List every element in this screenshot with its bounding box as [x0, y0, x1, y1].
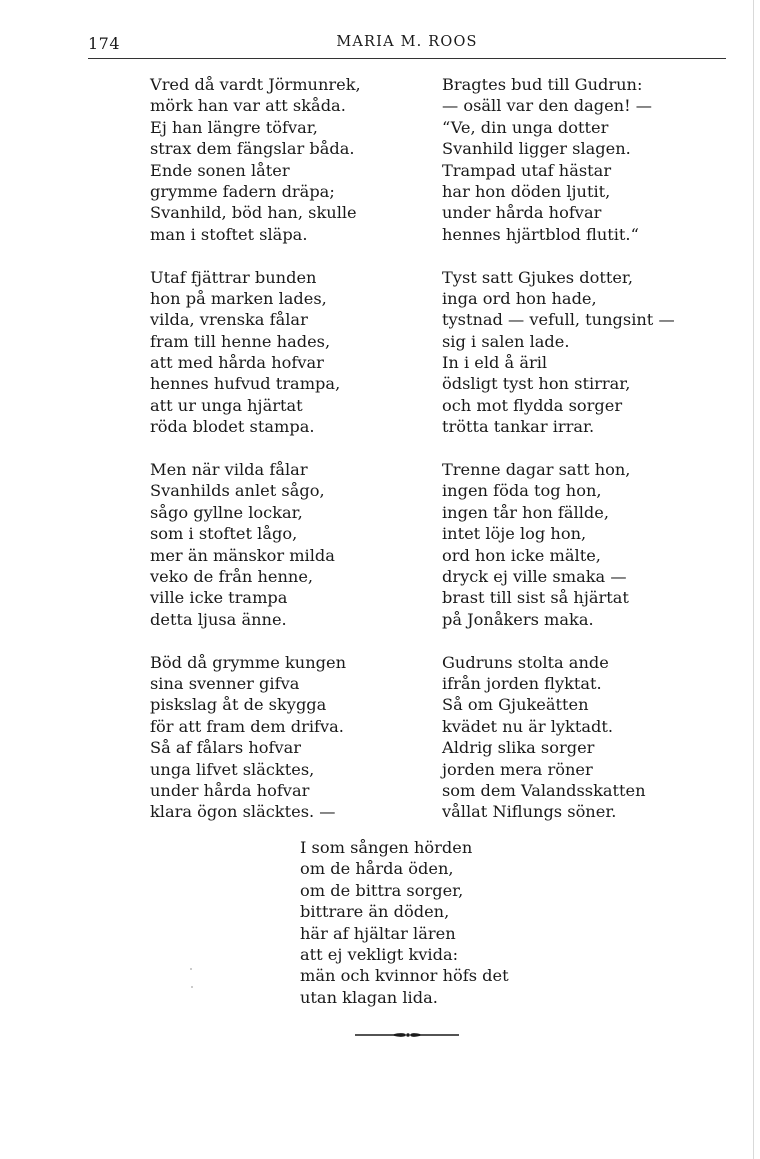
- stanza: [442, 652, 675, 823]
- ornament-icon: [353, 1028, 461, 1042]
- stanza: [150, 267, 361, 438]
- verse-line: hennes hjärtblod flutit.“: [442, 224, 639, 244]
- verse-line: röda blodet stampa.: [150, 417, 315, 437]
- verse-line: här af hjältar lären: [300, 923, 456, 943]
- verse-line: Svanhild ligger slagen.: [442, 139, 631, 159]
- left-column: [150, 74, 361, 844]
- verse-line: fram till henne hades,: [150, 331, 331, 351]
- verse-line: sina svenner gifva: [150, 673, 300, 693]
- verse-line: sig i salen lade.: [442, 331, 570, 351]
- verse-line: strax dem fängslar båda.: [150, 139, 355, 159]
- verse-line: brast till sist så hjärtat: [442, 588, 629, 608]
- verse-line: för att fram dem drifva.: [150, 716, 344, 736]
- verse-line: hennes hufvud trampa,: [150, 374, 341, 394]
- verse-line: ville icke trampa: [150, 588, 288, 608]
- verse-line: ingen föda tog hon,: [442, 481, 602, 501]
- verse-line: sågo gyllne lockar,: [150, 502, 303, 522]
- verse-line: som dem Valandsskatten: [442, 780, 646, 800]
- verse-line: Aldrig slika sorger: [442, 738, 595, 758]
- verse-line: under hårda hofvar: [150, 780, 310, 800]
- verse-line: vilda, vrenska fålar: [150, 310, 308, 330]
- verse-line: I som sången hörden: [300, 838, 473, 857]
- verse-line: Trampad utaf hästar: [442, 160, 612, 180]
- stanza: [150, 652, 361, 823]
- verse-line: trötta tankar irrar.: [442, 417, 595, 437]
- verse-line: klara ögon släcktes. —: [150, 802, 336, 822]
- verse-line: jorden mera röner: [442, 759, 593, 779]
- verse-line: dryck ej ville smaka —: [442, 566, 627, 586]
- verse-line: Gudruns stolta ande: [442, 652, 609, 672]
- verse-line: Svanhild, böd han, skulle: [150, 203, 357, 223]
- verse-line: Så om Gjukeätten: [442, 695, 589, 715]
- verse-line: ord hon icke mälte,: [442, 545, 601, 565]
- page-header: [88, 34, 726, 56]
- verse-line: Utaf fjättrar bunden: [150, 267, 317, 287]
- final-stanza: [300, 837, 509, 1008]
- verse-line: mörk han var att skåda.: [150, 96, 346, 116]
- stanza: [150, 74, 361, 245]
- verse-line: mer än mänskor milda: [150, 545, 335, 565]
- verse-line: att ur unga hjärtat: [150, 395, 303, 415]
- header-rule: [88, 58, 726, 59]
- verse-line: “Ve, din unga dotter: [442, 117, 609, 137]
- verse-line: — osäll var den dagen! —: [442, 96, 652, 116]
- verse-line: inga ord hon hade,: [442, 288, 597, 308]
- verse-line: kvädet nu är lyktadt.: [442, 716, 614, 736]
- verse-line: vållat Niflungs söner.: [442, 802, 617, 822]
- verse-line: och mot flydda sorger: [442, 395, 623, 415]
- verse-line: detta ljusa änne.: [150, 609, 287, 629]
- verse-line: In i eld å äril: [442, 353, 548, 373]
- verse-line: Vred då vardt Jörmunrek,: [150, 75, 361, 94]
- stanza: [442, 459, 675, 630]
- verse-line: veko de från henne,: [150, 566, 314, 586]
- verse-line: piskslag åt de skygga: [150, 695, 327, 715]
- verse-line: Tyst satt Gjukes dotter,: [442, 267, 634, 287]
- verse-line: Men när vilda fålar: [150, 460, 308, 480]
- scan-speck: [190, 968, 192, 970]
- verse-line: bittrare än döden,: [300, 902, 450, 922]
- verse-line: hon på marken lades,: [150, 288, 327, 308]
- verse-line: har hon döden ljutit,: [442, 181, 611, 201]
- verse-line: grymme fadern dräpa;: [150, 181, 335, 201]
- verse-line: utan klagan lida.: [300, 987, 438, 1007]
- verse-line: intet löje log hon,: [442, 524, 587, 544]
- verse-line: som i stoftet lågo,: [150, 524, 298, 544]
- verse-line: Trenne dagar satt hon,: [442, 460, 631, 480]
- scan-edge-line: [753, 0, 754, 1159]
- verse-line: Bragtes bud till Gudrun:: [442, 75, 643, 94]
- verse-line: om de bittra sorger,: [300, 880, 464, 900]
- stanza: [442, 267, 675, 438]
- scan-speck: [191, 986, 193, 988]
- verse-line: att ej vekligt kvida:: [300, 944, 459, 964]
- verse-line: att med hårda hofvar: [150, 353, 324, 373]
- stanza: [150, 459, 361, 630]
- verse-line: Böd då grymme kungen: [150, 652, 347, 672]
- verse-line: unga lifvet släcktes,: [150, 759, 315, 779]
- verse-line: under hårda hofvar: [442, 203, 602, 223]
- running-head: MARIA M. ROOS: [336, 34, 478, 50]
- verse-line: man i stoftet släpa.: [150, 224, 308, 244]
- verse-line: ödsligt tyst hon stirrar,: [442, 374, 631, 394]
- verse-line: tystnad — vefull, tungsint —: [442, 310, 675, 330]
- verse-line: ingen tår hon fällde,: [442, 502, 609, 522]
- verse-line: om de hårda öden,: [300, 859, 454, 879]
- verse-line: Svanhilds anlet sågo,: [150, 481, 325, 501]
- stanza: [442, 74, 675, 245]
- verse-line: Ej han längre töfvar,: [150, 117, 318, 137]
- verse-line: ifrån jorden flyktat.: [442, 673, 602, 693]
- right-column: [442, 74, 675, 844]
- verse-line: på Jonåkers maka.: [442, 609, 594, 629]
- page-number: 174: [88, 34, 121, 53]
- verse-line: män och kvinnor höfs det: [300, 966, 509, 986]
- verse-line: Så af fålars hofvar: [150, 738, 302, 758]
- verse-line: Ende sonen låter: [150, 160, 290, 180]
